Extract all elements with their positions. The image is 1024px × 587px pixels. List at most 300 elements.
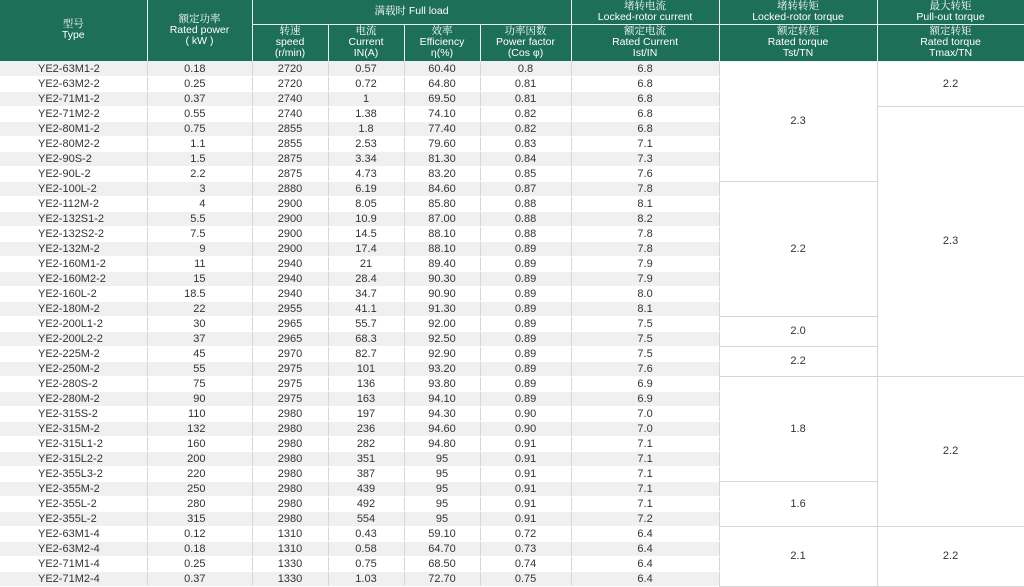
power-factor-cell: 0.89 bbox=[480, 301, 571, 316]
rated-current-cell: 6.4 bbox=[571, 571, 719, 586]
table-row bbox=[0, 481, 1024, 496]
type-cell: YE2-71M1-2 bbox=[0, 91, 147, 106]
current-cell: 197 bbox=[328, 406, 404, 421]
rated-current-cell: 6.4 bbox=[571, 556, 719, 571]
rated-current-cell: 8.1 bbox=[571, 301, 719, 316]
power-factor-cell: 0.82 bbox=[480, 121, 571, 136]
rated-power-cell: 250 bbox=[147, 481, 252, 496]
speed-cell: 2980 bbox=[252, 511, 328, 526]
efficiency-cell: 91.30 bbox=[404, 301, 480, 316]
power-factor-cell: 0.89 bbox=[480, 376, 571, 391]
type-cell: YE2-71M2-2 bbox=[0, 106, 147, 121]
rated-current-cell: 7.1 bbox=[571, 136, 719, 151]
header-rc-en: Rated Current bbox=[612, 36, 679, 48]
rated-current-cell: 7.8 bbox=[571, 181, 719, 196]
type-cell: YE2-160M1-2 bbox=[0, 256, 147, 271]
power-factor-cell: 0.91 bbox=[480, 496, 571, 511]
efficiency-cell: 81.30 bbox=[404, 151, 480, 166]
power-factor-cell: 0.8 bbox=[480, 61, 571, 76]
current-cell: 554 bbox=[328, 511, 404, 526]
rated-power-cell: 220 bbox=[147, 466, 252, 481]
efficiency-cell: 94.30 bbox=[404, 406, 480, 421]
efficiency-cell: 60.40 bbox=[404, 61, 480, 76]
current-cell: 1 bbox=[328, 91, 404, 106]
power-factor-cell: 0.87 bbox=[480, 181, 571, 196]
type-cell: YE2-71M1-4 bbox=[0, 556, 147, 571]
header-rated-power-unit: ( kW ) bbox=[185, 34, 214, 47]
type-cell: YE2-71M2-4 bbox=[0, 571, 147, 586]
rated-current-cell: 7.1 bbox=[571, 496, 719, 511]
rated-power-cell: 0.25 bbox=[147, 76, 252, 91]
type-cell: YE2-315S-2 bbox=[0, 406, 147, 421]
header-pf-zh: 功率因数 bbox=[504, 25, 547, 37]
type-cell: YE2-63M2-2 bbox=[0, 76, 147, 91]
current-cell: 439 bbox=[328, 481, 404, 496]
header-pull-out-torque bbox=[877, 0, 1024, 24]
current-cell: 2.53 bbox=[328, 136, 404, 151]
power-factor-cell: 0.88 bbox=[480, 196, 571, 211]
type-cell: YE2-315M-2 bbox=[0, 421, 147, 436]
rated-power-cell: 132 bbox=[147, 421, 252, 436]
type-cell: YE2-63M1-4 bbox=[0, 526, 147, 541]
type-cell: YE2-280M-2 bbox=[0, 391, 147, 406]
header-pf-en: Power factor bbox=[496, 36, 555, 48]
current-cell: 21 bbox=[328, 256, 404, 271]
power-factor-cell: 0.88 bbox=[480, 226, 571, 241]
current-cell: 14.5 bbox=[328, 226, 404, 241]
type-cell: YE2-250M-2 bbox=[0, 361, 147, 376]
power-factor-cell: 0.91 bbox=[480, 466, 571, 481]
type-cell: YE2-355L-2 bbox=[0, 496, 147, 511]
efficiency-cell: 92.00 bbox=[404, 316, 480, 331]
power-factor-cell: 0.85 bbox=[480, 166, 571, 181]
header-locked-rotor-torque bbox=[719, 0, 877, 24]
speed-cell: 2740 bbox=[252, 106, 328, 121]
header-efficiency-zh: 效率 bbox=[431, 25, 453, 37]
efficiency-cell: 93.20 bbox=[404, 361, 480, 376]
locked-rotor-torque-cell: 1.6 bbox=[719, 481, 877, 526]
table-row bbox=[0, 376, 1024, 391]
efficiency-cell: 94.80 bbox=[404, 436, 480, 451]
efficiency-cell: 93.80 bbox=[404, 376, 480, 391]
power-factor-cell: 0.89 bbox=[480, 241, 571, 256]
type-cell: YE2-80M2-2 bbox=[0, 136, 147, 151]
rated-current-cell: 7.6 bbox=[571, 166, 719, 181]
rated-power-cell: 55 bbox=[147, 361, 252, 376]
table-row bbox=[0, 526, 1024, 541]
rated-current-cell: 7.8 bbox=[571, 241, 719, 256]
current-cell: 1.8 bbox=[328, 121, 404, 136]
speed-cell: 2980 bbox=[252, 406, 328, 421]
efficiency-cell: 79.60 bbox=[404, 136, 480, 151]
power-factor-cell: 0.75 bbox=[480, 571, 571, 586]
pull-out-torque-cell: 2.2 bbox=[877, 526, 1024, 586]
header-speed bbox=[252, 24, 328, 61]
rated-power-cell: 4 bbox=[147, 196, 252, 211]
table-row bbox=[0, 61, 1024, 76]
efficiency-cell: 68.50 bbox=[404, 556, 480, 571]
speed-cell: 2940 bbox=[252, 271, 328, 286]
speed-cell: 1310 bbox=[252, 541, 328, 556]
power-factor-cell: 0.89 bbox=[480, 331, 571, 346]
speed-cell: 2975 bbox=[252, 391, 328, 406]
speed-cell: 2980 bbox=[252, 421, 328, 436]
rated-power-cell: 2.2 bbox=[147, 166, 252, 181]
efficiency-cell: 74.10 bbox=[404, 106, 480, 121]
table-row bbox=[0, 346, 1024, 361]
type-cell: YE2-225M-2 bbox=[0, 346, 147, 361]
rated-power-cell: 0.25 bbox=[147, 556, 252, 571]
rated-current-cell: 6.8 bbox=[571, 61, 719, 76]
type-cell: YE2-112M-2 bbox=[0, 196, 147, 211]
header-pot-zh: 最大转矩 bbox=[929, 0, 972, 12]
rated-current-cell: 7.5 bbox=[571, 331, 719, 346]
current-cell: 236 bbox=[328, 421, 404, 436]
efficiency-cell: 69.50 bbox=[404, 91, 480, 106]
speed-cell: 2980 bbox=[252, 496, 328, 511]
power-factor-cell: 0.81 bbox=[480, 76, 571, 91]
locked-rotor-torque-cell: 2.0 bbox=[719, 316, 877, 346]
rated-power-cell: 0.18 bbox=[147, 541, 252, 556]
rated-current-cell: 6.8 bbox=[571, 91, 719, 106]
type-cell: YE2-90S-2 bbox=[0, 151, 147, 166]
type-cell: YE2-63M1-2 bbox=[0, 61, 147, 76]
rated-current-cell: 7.8 bbox=[571, 226, 719, 241]
rated-power-cell: 45 bbox=[147, 346, 252, 361]
header-pot-en: Pull-out torque bbox=[916, 10, 985, 23]
efficiency-cell: 90.30 bbox=[404, 271, 480, 286]
type-cell: YE2-355L-2 bbox=[0, 511, 147, 526]
header-rated-power-en: Rated power bbox=[169, 23, 230, 36]
efficiency-cell: 94.10 bbox=[404, 391, 480, 406]
rated-power-cell: 5.5 bbox=[147, 211, 252, 226]
rated-current-cell: 7.5 bbox=[571, 346, 719, 361]
locked-rotor-torque-cell: 2.2 bbox=[719, 181, 877, 316]
speed-cell: 2900 bbox=[252, 196, 328, 211]
rated-power-cell: 1.5 bbox=[147, 151, 252, 166]
power-factor-cell: 0.90 bbox=[480, 406, 571, 421]
rated-power-cell: 22 bbox=[147, 301, 252, 316]
header-tmax-zh: 额定转矩 bbox=[929, 25, 972, 37]
speed-cell: 2965 bbox=[252, 331, 328, 346]
power-factor-cell: 0.91 bbox=[480, 436, 571, 451]
power-factor-cell: 0.89 bbox=[480, 316, 571, 331]
speed-cell: 2965 bbox=[252, 316, 328, 331]
type-cell: YE2-132S1-2 bbox=[0, 211, 147, 226]
current-cell: 492 bbox=[328, 496, 404, 511]
header-tst-zh: 额定转矩 bbox=[777, 25, 820, 37]
type-cell: YE2-63M2-4 bbox=[0, 541, 147, 556]
speed-cell: 2900 bbox=[252, 211, 328, 226]
speed-cell: 2980 bbox=[252, 436, 328, 451]
power-factor-cell: 0.91 bbox=[480, 451, 571, 466]
speed-cell: 2900 bbox=[252, 226, 328, 241]
rated-current-cell: 7.9 bbox=[571, 256, 719, 271]
current-cell: 387 bbox=[328, 466, 404, 481]
pull-out-torque-cell: 2.3 bbox=[877, 106, 1024, 376]
pull-out-torque-cell: 2.2 bbox=[877, 376, 1024, 526]
header-rated-torque-tst bbox=[719, 24, 877, 61]
current-cell: 101 bbox=[328, 361, 404, 376]
header-efficiency-en: Efficiency bbox=[419, 36, 465, 48]
speed-cell: 2875 bbox=[252, 166, 328, 181]
rated-current-cell: 7.9 bbox=[571, 271, 719, 286]
rated-power-cell: 37 bbox=[147, 331, 252, 346]
type-cell: YE2-200L1-2 bbox=[0, 316, 147, 331]
efficiency-cell: 59.10 bbox=[404, 526, 480, 541]
rated-power-cell: 110 bbox=[147, 406, 252, 421]
speed-cell: 2980 bbox=[252, 481, 328, 496]
rated-current-cell: 6.8 bbox=[571, 121, 719, 136]
power-factor-cell: 0.89 bbox=[480, 361, 571, 376]
efficiency-cell: 83.20 bbox=[404, 166, 480, 181]
current-cell: 4.73 bbox=[328, 166, 404, 181]
efficiency-cell: 77.40 bbox=[404, 121, 480, 136]
speed-cell: 2900 bbox=[252, 241, 328, 256]
rated-current-cell: 7.5 bbox=[571, 316, 719, 331]
header-lrt-zh: 堵转转矩 bbox=[777, 0, 820, 12]
locked-rotor-torque-cell: 2.2 bbox=[719, 346, 877, 376]
power-factor-cell: 0.90 bbox=[480, 421, 571, 436]
pull-out-torque-cell: 2.2 bbox=[877, 61, 1024, 106]
header-tmax-en: Rated torque bbox=[920, 36, 981, 48]
rated-current-cell: 7.0 bbox=[571, 406, 719, 421]
power-factor-cell: 0.89 bbox=[480, 286, 571, 301]
rated-current-cell: 7.1 bbox=[571, 466, 719, 481]
efficiency-cell: 95 bbox=[404, 466, 480, 481]
current-cell: 82.7 bbox=[328, 346, 404, 361]
type-cell: YE2-355L3-2 bbox=[0, 466, 147, 481]
type-cell: YE2-280S-2 bbox=[0, 376, 147, 391]
rated-current-cell: 6.9 bbox=[571, 391, 719, 406]
efficiency-cell: 87.00 bbox=[404, 211, 480, 226]
current-cell: 28.4 bbox=[328, 271, 404, 286]
efficiency-cell: 89.40 bbox=[404, 256, 480, 271]
speed-cell: 1310 bbox=[252, 526, 328, 541]
rated-power-cell: 0.37 bbox=[147, 571, 252, 586]
type-cell: YE2-160L-2 bbox=[0, 286, 147, 301]
type-cell: YE2-315L2-2 bbox=[0, 451, 147, 466]
rated-power-cell: 280 bbox=[147, 496, 252, 511]
efficiency-cell: 84.60 bbox=[404, 181, 480, 196]
header-current bbox=[328, 24, 404, 61]
rated-power-cell: 0.75 bbox=[147, 121, 252, 136]
rated-power-cell: 0.37 bbox=[147, 91, 252, 106]
speed-cell: 2880 bbox=[252, 181, 328, 196]
header-efficiency-unit: η(%) bbox=[430, 47, 454, 59]
current-cell: 1.38 bbox=[328, 106, 404, 121]
speed-cell: 2975 bbox=[252, 376, 328, 391]
speed-cell: 2720 bbox=[252, 61, 328, 76]
speed-cell: 1330 bbox=[252, 571, 328, 586]
type-cell: YE2-132M-2 bbox=[0, 241, 147, 256]
current-cell: 3.34 bbox=[328, 151, 404, 166]
current-cell: 10.9 bbox=[328, 211, 404, 226]
efficiency-cell: 95 bbox=[404, 496, 480, 511]
rated-power-cell: 1.1 bbox=[147, 136, 252, 151]
rated-current-cell: 8.2 bbox=[571, 211, 719, 226]
header-pf-unit: (Cos φ) bbox=[507, 47, 544, 59]
efficiency-cell: 72.70 bbox=[404, 571, 480, 586]
power-factor-cell: 0.72 bbox=[480, 526, 571, 541]
current-cell: 0.58 bbox=[328, 541, 404, 556]
rated-power-cell: 3 bbox=[147, 181, 252, 196]
current-cell: 0.57 bbox=[328, 61, 404, 76]
power-factor-cell: 0.84 bbox=[480, 151, 571, 166]
rated-current-cell: 6.8 bbox=[571, 106, 719, 121]
rated-current-cell: 7.6 bbox=[571, 361, 719, 376]
type-cell: YE2-90L-2 bbox=[0, 166, 147, 181]
rated-current-cell: 7.1 bbox=[571, 451, 719, 466]
efficiency-cell: 90.90 bbox=[404, 286, 480, 301]
type-cell: YE2-180M-2 bbox=[0, 301, 147, 316]
rated-power-cell: 200 bbox=[147, 451, 252, 466]
rated-current-cell: 7.2 bbox=[571, 511, 719, 526]
header-rated-power bbox=[147, 0, 252, 61]
current-cell: 34.7 bbox=[328, 286, 404, 301]
power-factor-cell: 0.91 bbox=[480, 481, 571, 496]
rated-power-cell: 0.12 bbox=[147, 526, 252, 541]
rated-power-cell: 9 bbox=[147, 241, 252, 256]
header-locked-rotor-current bbox=[571, 0, 719, 24]
current-cell: 282 bbox=[328, 436, 404, 451]
current-cell: 55.7 bbox=[328, 316, 404, 331]
header-type-zh: 型号 bbox=[62, 18, 84, 31]
header-tst-en: Rated torque bbox=[767, 36, 829, 48]
rated-current-cell: 6.9 bbox=[571, 376, 719, 391]
rated-current-cell: 7.3 bbox=[571, 151, 719, 166]
header-full-load: 满载时 Full load bbox=[252, 0, 571, 24]
power-factor-cell: 0.83 bbox=[480, 136, 571, 151]
power-factor-cell: 0.89 bbox=[480, 391, 571, 406]
type-cell: YE2-100L-2 bbox=[0, 181, 147, 196]
current-cell: 68.3 bbox=[328, 331, 404, 346]
rated-power-cell: 7.5 bbox=[147, 226, 252, 241]
efficiency-cell: 88.10 bbox=[404, 241, 480, 256]
header-efficiency bbox=[404, 24, 480, 61]
header-speed-zh: 转速 bbox=[279, 25, 301, 37]
rated-power-cell: 30 bbox=[147, 316, 252, 331]
header-rc-zh: 额定电流 bbox=[624, 25, 667, 37]
locked-rotor-torque-cell: 2.1 bbox=[719, 526, 877, 586]
power-factor-cell: 0.88 bbox=[480, 211, 571, 226]
efficiency-cell: 95 bbox=[404, 511, 480, 526]
rated-power-cell: 315 bbox=[147, 511, 252, 526]
rated-power-cell: 11 bbox=[147, 256, 252, 271]
type-cell: YE2-132S2-2 bbox=[0, 226, 147, 241]
rated-current-cell: 8.0 bbox=[571, 286, 719, 301]
rated-current-cell: 7.1 bbox=[571, 481, 719, 496]
rated-power-cell: 160 bbox=[147, 436, 252, 451]
speed-cell: 2980 bbox=[252, 466, 328, 481]
current-cell: 6.19 bbox=[328, 181, 404, 196]
rated-current-cell: 6.8 bbox=[571, 76, 719, 91]
speed-cell: 2980 bbox=[252, 451, 328, 466]
efficiency-cell: 95 bbox=[404, 451, 480, 466]
rated-current-cell: 7.0 bbox=[571, 421, 719, 436]
header-type bbox=[0, 0, 147, 61]
speed-cell: 2975 bbox=[252, 361, 328, 376]
rated-current-cell: 6.4 bbox=[571, 541, 719, 556]
rated-power-cell: 0.55 bbox=[147, 106, 252, 121]
speed-cell: 2955 bbox=[252, 301, 328, 316]
current-cell: 0.72 bbox=[328, 76, 404, 91]
header-rc-unit: Ist/IN bbox=[632, 47, 658, 59]
power-factor-cell: 0.91 bbox=[480, 511, 571, 526]
header-power-factor bbox=[480, 24, 571, 61]
type-cell: YE2-200L2-2 bbox=[0, 331, 147, 346]
current-cell: 136 bbox=[328, 376, 404, 391]
power-factor-cell: 0.89 bbox=[480, 271, 571, 286]
header-current-zh: 电流 bbox=[355, 25, 377, 37]
rated-current-cell: 8.1 bbox=[571, 196, 719, 211]
speed-cell: 2940 bbox=[252, 286, 328, 301]
header-lrc-zh: 堵转电流 bbox=[624, 0, 667, 12]
header-tmax-unit: Tmax/TN bbox=[928, 47, 973, 59]
power-factor-cell: 0.73 bbox=[480, 541, 571, 556]
rated-power-cell: 75 bbox=[147, 376, 252, 391]
speed-cell: 2875 bbox=[252, 151, 328, 166]
speed-cell: 2855 bbox=[252, 136, 328, 151]
header-rated-current bbox=[571, 24, 719, 61]
rated-power-cell: 0.18 bbox=[147, 61, 252, 76]
power-factor-cell: 0.89 bbox=[480, 346, 571, 361]
header-type-en: Type bbox=[61, 29, 85, 42]
speed-cell: 2970 bbox=[252, 346, 328, 361]
table-body bbox=[0, 61, 1024, 586]
power-factor-cell: 0.81 bbox=[480, 91, 571, 106]
type-cell: YE2-80M1-2 bbox=[0, 121, 147, 136]
power-factor-cell: 0.82 bbox=[480, 106, 571, 121]
current-cell: 163 bbox=[328, 391, 404, 406]
speed-cell: 2855 bbox=[252, 121, 328, 136]
type-cell: YE2-315L1-2 bbox=[0, 436, 147, 451]
table-row bbox=[0, 181, 1024, 196]
rated-current-cell: 7.1 bbox=[571, 436, 719, 451]
header-rated-power-zh: 额定功率 bbox=[178, 12, 221, 25]
locked-rotor-torque-cell: 1.8 bbox=[719, 376, 877, 481]
locked-rotor-torque-cell: 2.3 bbox=[719, 61, 877, 181]
speed-cell: 1330 bbox=[252, 556, 328, 571]
type-cell: YE2-355M-2 bbox=[0, 481, 147, 496]
header-current-en: Current bbox=[348, 36, 384, 48]
table-row bbox=[0, 316, 1024, 331]
current-cell: 41.1 bbox=[328, 301, 404, 316]
type-cell: YE2-160M2-2 bbox=[0, 271, 147, 286]
header-tst-unit: Tst/TN bbox=[782, 47, 814, 59]
efficiency-cell: 92.90 bbox=[404, 346, 480, 361]
header-lrt-en: Locked-rotor torque bbox=[752, 10, 844, 23]
rated-power-cell: 18.5 bbox=[147, 286, 252, 301]
header-current-unit: IN(A) bbox=[353, 47, 379, 59]
efficiency-cell: 64.70 bbox=[404, 541, 480, 556]
rated-current-cell: 6.4 bbox=[571, 526, 719, 541]
speed-cell: 2740 bbox=[252, 91, 328, 106]
header-lrc-en: Locked-rotor current bbox=[597, 10, 693, 23]
header-speed-en: speed bbox=[275, 36, 305, 48]
rated-power-cell: 15 bbox=[147, 271, 252, 286]
efficiency-cell: 94.60 bbox=[404, 421, 480, 436]
rated-power-cell: 90 bbox=[147, 391, 252, 406]
speed-cell: 2940 bbox=[252, 256, 328, 271]
efficiency-cell: 92.50 bbox=[404, 331, 480, 346]
header-speed-unit: (r/min) bbox=[274, 47, 306, 59]
efficiency-cell: 88.10 bbox=[404, 226, 480, 241]
current-cell: 351 bbox=[328, 451, 404, 466]
power-factor-cell: 0.74 bbox=[480, 556, 571, 571]
power-factor-cell: 0.89 bbox=[480, 256, 571, 271]
current-cell: 8.05 bbox=[328, 196, 404, 211]
